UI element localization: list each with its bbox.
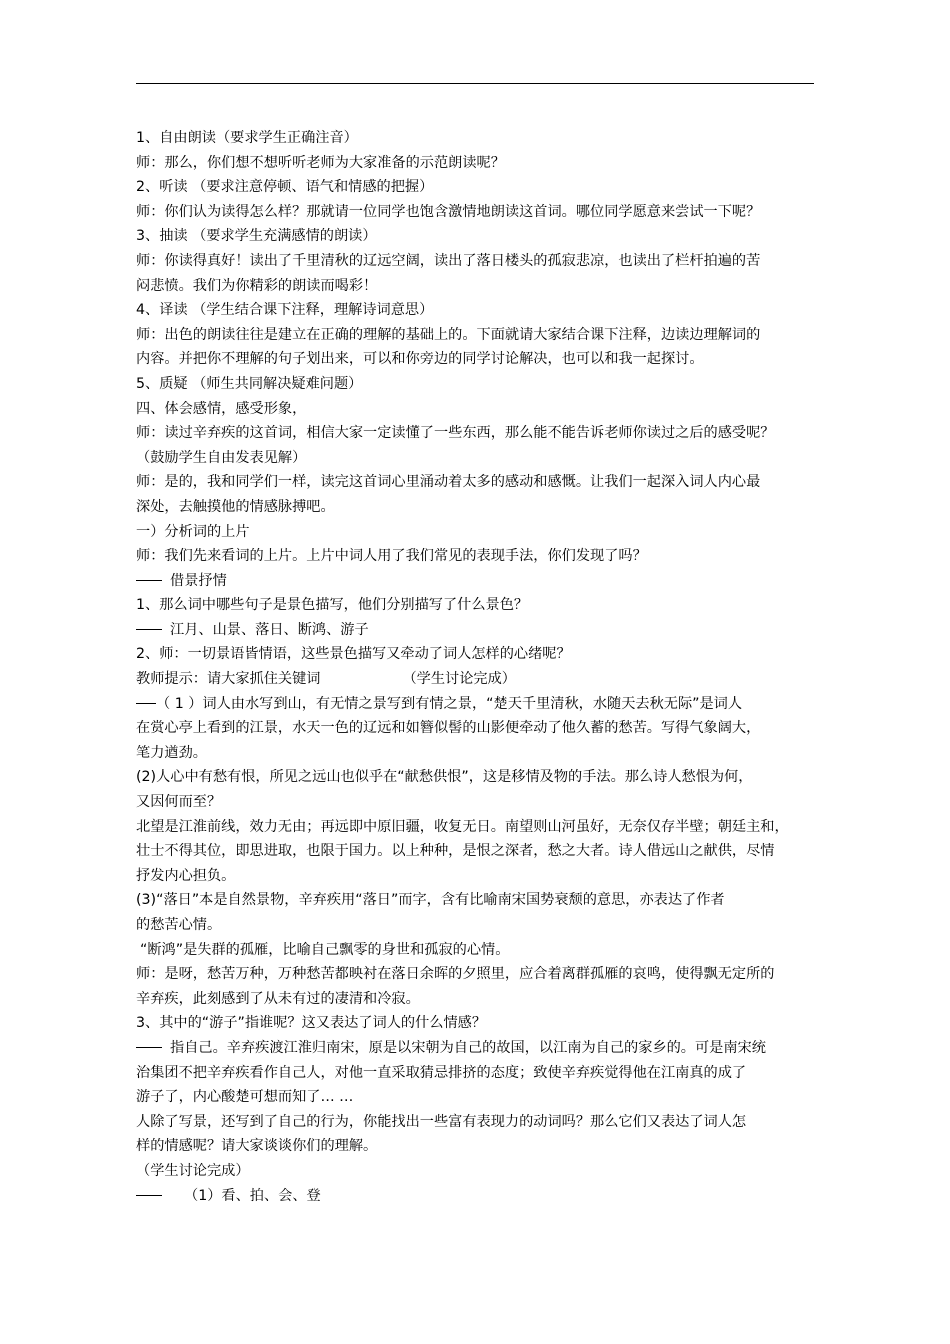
text-line: 4、译读 （学生结合课下注释，理解诗词意思） — [136, 302, 434, 319]
text-line: 师：读过辛弃疾的这首词，相信大家一定读懂了一些东西，那么能不能告诉老师你读过之后的感受呢？ — [136, 425, 775, 442]
text-line: 5、质疑 （师生共同解决疑难问题） — [136, 375, 363, 392]
dash-mark — [136, 1047, 162, 1048]
dash-mark — [136, 703, 156, 704]
answer-text: 指自己。辛弃疾渡江淮归南宋，原是以宋朝为自己的故国，以江南为自己的家乡的。可是南宋统 — [170, 1039, 766, 1056]
answer-text: （1）看、拍、会、登 — [184, 1187, 321, 1204]
text-line: 游子了，内心酸楚可想而知了… … — [136, 1089, 354, 1106]
subsection-heading: 一）分析词的上片 — [136, 523, 250, 540]
text-line: 样的情感呢？请大家谈谈你们的理解。 — [136, 1138, 378, 1155]
text-line: (3)“落日”本是自然景物，辛弃疾用“落日”而字，含有比喻南宋国势衰颓的意思，亦表达了作者 — [136, 892, 725, 909]
dash-mark — [136, 580, 162, 581]
text-line: 师：你读得真好！读出了千里清秋的辽远空阔，读出了落日楼头的孤寂悲凉，也读出了栏杆拍遍的苦 — [136, 252, 761, 269]
text-line: 2、听读 （要求注意停顿、语气和情感的把握） — [136, 179, 434, 196]
header-rule — [136, 83, 814, 84]
text-line: 北望是江淮前线，效力无由；再远即中原旧疆，收复无日。南望则山河虽好，无奈仅存半壁；朝廷主和， — [136, 818, 789, 835]
section-heading: 四、体会感情，感受形象， — [136, 400, 307, 417]
text-line: （鼓励学生自由发表见解） — [136, 449, 307, 466]
text-line: 师：是的，我和同学们一样，读完这首词心里涌动着太多的感动和感慨。让我们一起深入词人内心最 — [136, 474, 761, 491]
answer-text: 借景抒情 — [170, 572, 227, 589]
dash-mark — [136, 1195, 162, 1196]
text-line: (2)人心中有愁有恨，所见之远山也似乎在“献愁供恨”，这是移情及物的手法。那么诗人愁恨为何， — [136, 769, 753, 786]
answer-line — [136, 569, 826, 594]
text-line: 笔力遒劲。 — [136, 744, 207, 761]
teacher-hint: 教师提示：请大家抓住关键词 — [136, 671, 321, 688]
answer-line — [136, 618, 826, 643]
text-line: 辛弃疾，此刻感到了从未有过的凄清和冷寂。 — [136, 990, 420, 1007]
answer-text: 江月、山景、落日、断鸿、游子 — [170, 621, 369, 638]
discussion-note: （学生讨论完成） — [402, 671, 516, 688]
text-line: 的愁苦心情。 — [136, 917, 222, 933]
text-line: 师：你们认为读得怎么样？那就请一位同学也饱含激情地朗读这首词。哪位同学愿意来尝试一下呢？ — [136, 203, 761, 220]
text-line: （学生讨论完成） — [136, 1162, 250, 1179]
text-line: 人除了写景，还写到了自己的行为，你能找出一些富有表现力的动词吗？那么它们又表达了词人怎 — [136, 1113, 747, 1130]
text-line: 闷悲愤。我们为你精彩的朗读而喝彩！ — [136, 277, 378, 294]
text-line: “断鸿”是失群的孤雁，比喻自己飘零的身世和孤寂的心情。 — [140, 941, 510, 958]
text-line: 治集团不把辛弃疾看作自己人，对他一直采取猜忌排挤的态度；致使辛弃疾觉得他在江南真的成了 — [136, 1064, 747, 1081]
text-line: 3、其中的“游子”指谁呢？这又表达了词人的什么情感？ — [136, 1015, 487, 1032]
text-line: 在赏心亭上看到的江景，水天一色的辽远和如簪似髻的山影便牵动了他久蓄的愁苦。写得气象阔大， — [136, 720, 761, 737]
text-line: 壮士不得其位，即思进取，也限于国力。以上种种，是恨之深者，愁之大者。诗人借远山之献供，尽情 — [136, 843, 775, 860]
dash-mark — [136, 629, 162, 630]
text-line: 又因何而至？ — [136, 794, 222, 811]
text-line: 深处，去触摸他的情感脉搏吧。 — [136, 498, 335, 515]
text-line: 1、那么词中哪些句子是景色描写，他们分别描写了什么景色？ — [136, 597, 529, 614]
text-line: 师：我们先来看词的上片。上片中词人用了我们常见的表现手法，你们发现了吗？ — [136, 548, 647, 565]
answer-text: （ 1 ）词人由水写到山，有无情之景写到有情之景，“楚天千里清秋，水随天去秋无际”是词人 — [156, 695, 743, 712]
text-line: 师：是呀，愁苦万种，万种愁苦都映衬在落日余晖的夕照里，应合着离群孤雁的哀鸣，使得飘无定所的 — [136, 966, 775, 983]
text-line: 3、抽读 （要求学生充满感情的朗读） — [136, 228, 377, 245]
answer-line — [136, 692, 826, 717]
answer-line — [136, 1036, 826, 1061]
answer-line — [136, 1184, 826, 1209]
text-line: 师：那么，你们想不想听听老师为大家准备的示范朗读呢？ — [136, 154, 505, 171]
text-line — [136, 667, 826, 692]
document-body — [136, 126, 826, 1208]
text-line: 1、自由朗读（要求学生正确注音） — [136, 130, 358, 146]
text-line: 抒发内心担负。 — [136, 867, 236, 884]
text-line: 内容。并把你不理解的句子划出来，可以和你旁边的同学讨论解决，也可以和我一起探讨。 — [136, 351, 704, 368]
text-line: 师：出色的朗读往往是建立在正确的理解的基础上的。下面就请大家结合课下注释，边读边理解词的 — [136, 326, 761, 343]
text-line: 2、师：一切景语皆情语，这些景色描写又牵动了词人怎样的心绪呢？ — [136, 646, 571, 663]
